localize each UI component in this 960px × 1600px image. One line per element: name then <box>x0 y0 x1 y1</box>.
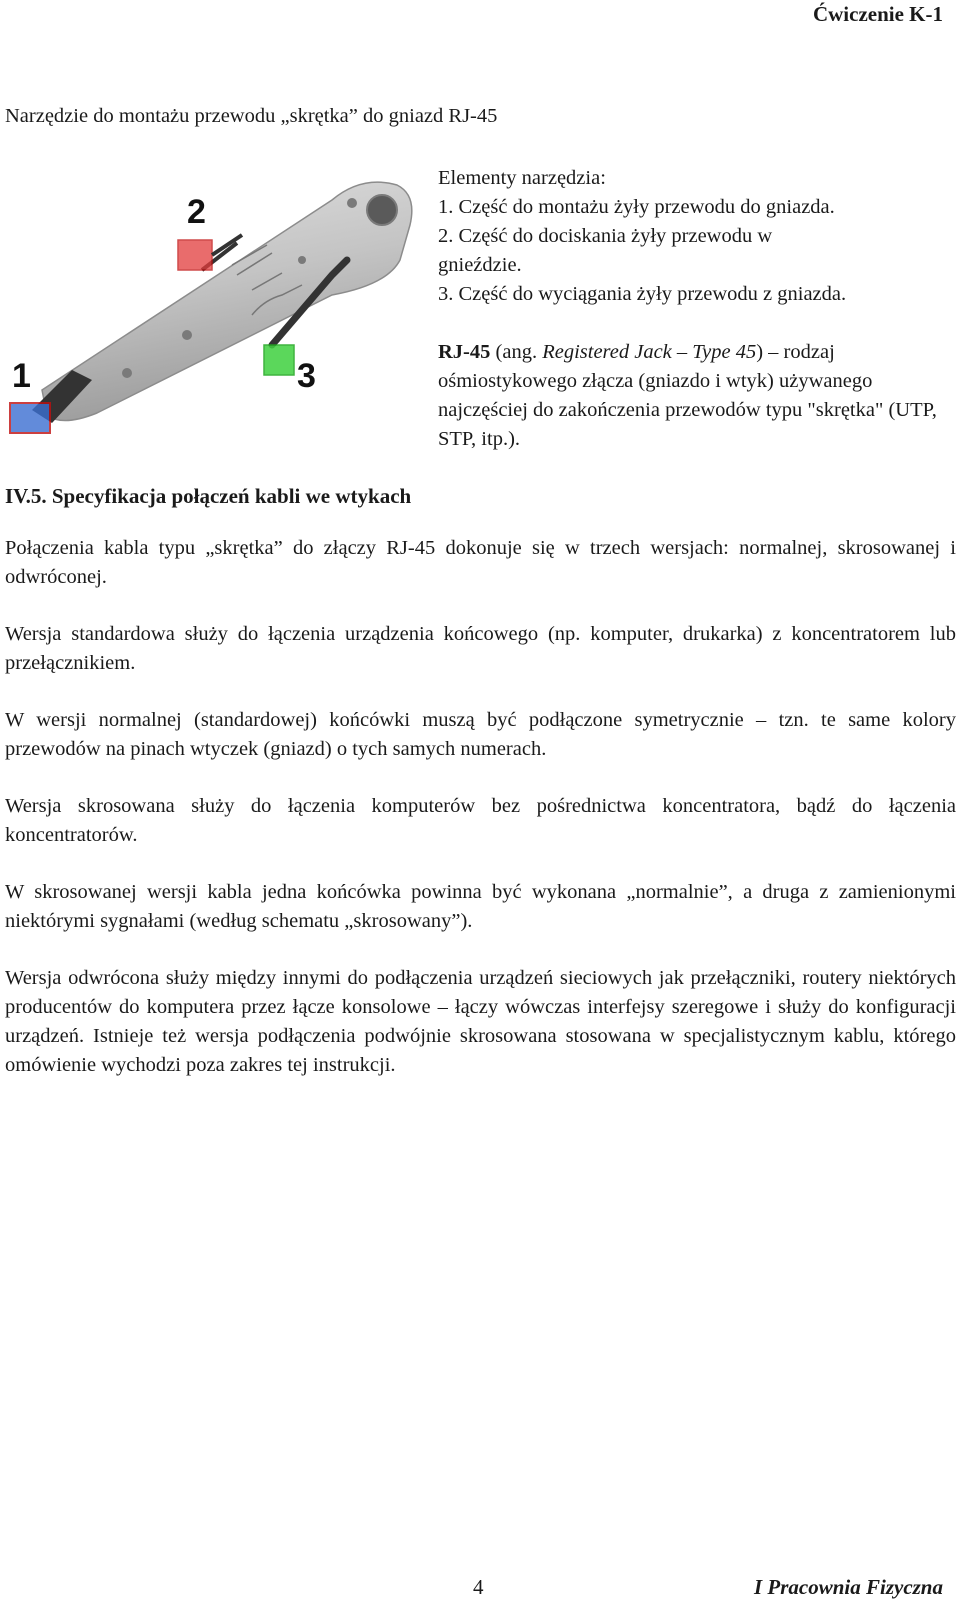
tool-hole <box>367 195 397 225</box>
tool-body <box>42 182 412 420</box>
callout-3-marker <box>264 345 294 375</box>
callout-2-marker <box>178 240 212 270</box>
punch-down-tool-figure <box>2 165 420 445</box>
paragraph-6: Wersja odwrócona służy między innymi do podłączenia urządzeń sieciowych jak przełączniki, routery niektórych producentów do komputera przez łącze konsolowe – łączy wówczas interfejsy szeregowe i służy do konfiguracji urządzeń. Istnieje też wersja podłączenia podwójnie skrosowana stosowana w specjalistycznym kablu, którego omówienie wychodzi poza zakres tej instrukcji. <box>5 967 956 1076</box>
element-item-2-cont: gnieździe. <box>438 254 522 276</box>
elements-heading: Elementy narzędzia: <box>438 167 606 189</box>
rj45-definition: RJ-45 (ang. Registered Jack – Type 45) – rodzaj ośmiostykowego złącza (gniazdo i wtyk) używanego najczęściej do zakończenia przewodów typu "skrętka" (UTP, STP, itp.). <box>438 341 937 450</box>
element-item-1: 1. Część do montażu żyły przewodu do gniazda. <box>438 196 835 218</box>
intro-title: Narzędzie do montażu przewodu „skrętka” do gniazd RJ-45 <box>5 105 498 127</box>
tool-elements-list <box>438 164 958 309</box>
rj45-term: RJ-45 <box>438 341 491 363</box>
callout-1-marker <box>10 403 50 433</box>
paragraph-3: W wersji normalnej (standardowej) końcówki muszą być podłączone symetrycznie – tzn. te same kolory przewodów na pinach wtyczek (gniazd) o tych samych numerach. <box>5 709 956 760</box>
paragraph-4: Wersja skrosowana służy do łączenia komputerów bez pośrednictwa koncentratora, bądź do łączenia koncentratorów. <box>5 795 956 846</box>
paragraph-2: Wersja standardowa służy do łączenia urządzenia końcowego (np. komputer, drukarka) z koncentratorem lub przełącznikiem. <box>5 623 956 674</box>
course-title: I Pracownia Fizyczna <box>753 1575 943 1599</box>
callout-2: 2 <box>187 193 206 231</box>
callout-1: 1 <box>12 357 31 395</box>
element-item-2: 2. Część do dociskania żyły przewodu w <box>438 225 773 247</box>
paragraph-1: Połączenia kabla typu „skrętka” do złączy RJ-45 dokonuje się w trzech wersjach: normalnej, skrosowanej i odwróconej. <box>5 537 956 588</box>
element-item-3: 3. Część do wyciągania żyły przewodu z gniazda. <box>438 283 847 305</box>
callout-3: 3 <box>297 357 316 395</box>
section-heading: IV.5. Specyfikacja połączeń kabli we wtykach <box>5 484 412 508</box>
paragraph-5: W skrosowanej wersji kabla jedna końcówka powinna być wykonana „normalnie”, a druga z zamienionymi niektórymi sygnałami (według schematu „skrosowany”). <box>5 881 956 932</box>
rj45-description: ) – rodzaj ośmiostykowego złącza (gniazdo i wtyk) używanego najczęściej do zakończenia przewodów typu "skrętka" (UTP, STP, itp.). <box>438 341 937 450</box>
page-number: 4 <box>473 1575 484 1599</box>
rj45-expansion: Registered Jack – Type 45 <box>542 341 757 363</box>
exercise-label: Ćwiczenie K-1 <box>812 2 943 26</box>
